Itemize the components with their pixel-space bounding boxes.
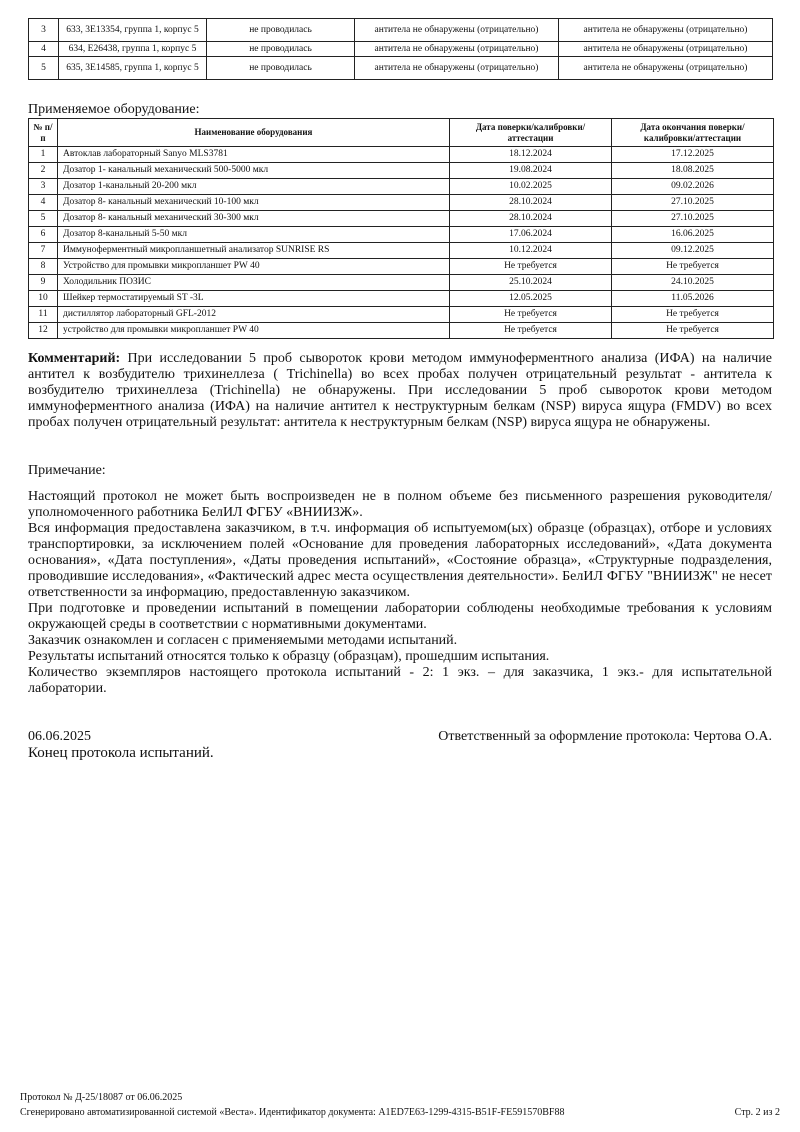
- table-row: [29, 275, 774, 291]
- sample-id: 635, 3E14585, группа 1, корпус 5: [59, 57, 207, 80]
- footer-protocol: Протокол № Д-25/18087 от 06.06.2025: [20, 1092, 183, 1103]
- equipment-name: Дозатор 8- канальный механический 30-300 мкл: [58, 211, 450, 227]
- row-number: 2: [29, 163, 58, 179]
- footer-generated: Сгенерировано автоматизированной системой «Веста». Идентификатор документа: A1ED7E63-1299-4315-B51F-FE591570BF88: [20, 1107, 565, 1118]
- row-number: 5: [29, 57, 59, 80]
- protocol-end: Конец протокола испытаний.: [28, 745, 214, 761]
- notes-block: [28, 463, 772, 697]
- table-row: [29, 57, 773, 80]
- date-end: 18.08.2025: [612, 163, 774, 179]
- date-check: 19.08.2024: [450, 163, 612, 179]
- equipment-name: Дозатор 1-канальный 20-200 мкл: [58, 179, 450, 195]
- table-row: [29, 307, 774, 323]
- equipment-name: Дозатор 1- канальный механический 500-5000 мкл: [58, 163, 450, 179]
- row-number: 10: [29, 291, 58, 307]
- table-row: [29, 195, 774, 211]
- row-number: 9: [29, 275, 58, 291]
- table-row: [29, 323, 774, 339]
- note-item: Вся информация предоставлена заказчиком, в т.ч. информация об испытуемом(ых) образце (образцах), отборе и условиях транспортировки, за исключением полей «Основание для проведения лабораторных исследований», «Дата документа основания», «Дата поступления», «Даты проведения испытаний», «Состояние образца», «Структурные подразделения, проводившие исследования», «Фактический адрес места осуществления деятельности». БелИЛ ФГБУ "ВНИИЗЖ" не несет ответственности за информацию, предоставленную заказчиком.: [28, 521, 772, 600]
- table-row: [29, 291, 774, 307]
- date-end: 24.10.2025: [612, 275, 774, 291]
- row-number: 3: [29, 19, 59, 42]
- row-number: 7: [29, 243, 58, 259]
- comment-text: При исследовании 5 проб сывороток крови методом иммуноферментного анализа (ИФА) на наличие антител к возбудителю трихинеллеза ( Trichinella) во всех пробах получен отрицательный результат - антитела к возбудителю трихинеллеза (Trichinella) не обнаружены. При исследовании 5 проб сывороток крови методом иммуноферментного анализа (ИФА) на наличие антител к неструктурным белкам (NSP) вируса ящура (FMDV) во всех пробах получен отрицательный результат: антитела к неструктурным белкам (NSP) вируса ящура не обнаружены.: [28, 351, 772, 430]
- equipment-name: Устройство для промывки микропланшет PW 40: [58, 259, 450, 275]
- result-cell: антитела не обнаружены (отрицательно): [559, 42, 773, 57]
- results-table: [28, 18, 773, 80]
- header-date-end: Дата окончания поверки/калибровки/аттестации: [612, 119, 774, 147]
- header-date-check: Дата поверки/калибровки/аттестации: [450, 119, 612, 147]
- date-check: 17.06.2024: [450, 227, 612, 243]
- table-row: [29, 19, 773, 42]
- row-number: 5: [29, 211, 58, 227]
- date-check: Не требуется: [450, 259, 612, 275]
- signature-date: 06.06.2025: [28, 729, 91, 744]
- date-check: 10.02.2025: [450, 179, 612, 195]
- table-row: [29, 243, 774, 259]
- date-check: 25.10.2024: [450, 275, 612, 291]
- date-end: 09.12.2025: [612, 243, 774, 259]
- table-row: [29, 227, 774, 243]
- equipment-name: устройство для промывки микропланшет PW 40: [58, 323, 450, 339]
- result-cell: не проводилась: [207, 42, 355, 57]
- equipment-body: [29, 147, 774, 339]
- result-cell: антитела не обнаружены (отрицательно): [355, 57, 559, 80]
- date-end: 27.10.2025: [612, 211, 774, 227]
- responsible-person: Ответственный за оформление протокола: Чертова О.А.: [438, 729, 772, 744]
- row-number: 11: [29, 307, 58, 323]
- equipment-name: Холодильник ПОЗИС: [58, 275, 450, 291]
- result-cell: антитела не обнаружены (отрицательно): [559, 19, 773, 42]
- comment-label: Комментарий:: [28, 351, 121, 366]
- equipment-name: дистиллятор лабораторный GFL-2012: [58, 307, 450, 323]
- table-row: [29, 259, 774, 275]
- row-number: 12: [29, 323, 58, 339]
- result-cell: антитела не обнаружены (отрицательно): [355, 19, 559, 42]
- result-cell: не проводилась: [207, 19, 355, 42]
- date-end: 17.12.2025: [612, 147, 774, 163]
- page-number: Стр. 2 из 2: [734, 1107, 780, 1118]
- result-cell: антитела не обнаружены (отрицательно): [559, 57, 773, 80]
- date-end: 09.02.2026: [612, 179, 774, 195]
- date-end: 11.05.2026: [612, 291, 774, 307]
- date-end: Не требуется: [612, 259, 774, 275]
- sample-id: 633, 3E13354, группа 1, корпус 5: [59, 19, 207, 42]
- row-number: 1: [29, 147, 58, 163]
- table-row: [29, 147, 774, 163]
- date-check: Не требуется: [450, 307, 612, 323]
- comment-block: [28, 351, 772, 431]
- equipment-name: Автоклав лабораторный Sanyo MLS3781: [58, 147, 450, 163]
- row-number: 4: [29, 42, 59, 57]
- equipment-table: [28, 118, 774, 339]
- table-row: [29, 179, 774, 195]
- row-number: 3: [29, 179, 58, 195]
- equipment-name: Дозатор 8-канальный 5-50 мкл: [58, 227, 450, 243]
- note-item: Заказчик ознакомлен и согласен с применяемыми методами испытаний.: [28, 633, 458, 648]
- table-row: [29, 42, 773, 57]
- notes-title: Примечание:: [28, 463, 106, 478]
- date-end: Не требуется: [612, 307, 774, 323]
- row-number: 6: [29, 227, 58, 243]
- row-number: 4: [29, 195, 58, 211]
- header-name: Наименование оборудования: [58, 119, 450, 147]
- date-check: Не требуется: [450, 323, 612, 339]
- result-cell: антитела не обнаружены (отрицательно): [355, 42, 559, 57]
- date-check: 28.10.2024: [450, 195, 612, 211]
- header-num: № п/п: [29, 119, 58, 147]
- table-row: [29, 163, 774, 179]
- equipment-name: Иммуноферментный микропланшетный анализатор SUNRISE RS: [58, 243, 450, 259]
- date-end: 16.06.2025: [612, 227, 774, 243]
- note-item: Результаты испытаний относятся только к образцу (образцам), прошедшим испытания.: [28, 649, 550, 664]
- table-row: [29, 211, 774, 227]
- result-cell: не проводилась: [207, 57, 355, 80]
- note-item: Настоящий протокол не может быть воспроизведен не в полном объеме без письменного разрешения руководителя/уполномоченного работника БелИЛ ФГБУ «ВНИИЗЖ».: [28, 489, 772, 520]
- sample-id: 634, E26438, группа 1, корпус 5: [59, 42, 207, 57]
- note-item: При подготовке и проведении испытаний в помещении лаборатории соблюдены необходимые требования к условиям окружающей среды в соответствии с нормативными документами.: [28, 601, 772, 632]
- date-check: 28.10.2024: [450, 211, 612, 227]
- date-check: 18.12.2024: [450, 147, 612, 163]
- table-header-row: [29, 119, 774, 147]
- row-number: 8: [29, 259, 58, 275]
- equipment-name: Шейкер термостатируемый ST -3L: [58, 291, 450, 307]
- date-end: Не требуется: [612, 323, 774, 339]
- date-check: 10.12.2024: [450, 243, 612, 259]
- date-end: 27.10.2025: [612, 195, 774, 211]
- equipment-name: Дозатор 8- канальный механический 10-100 мкл: [58, 195, 450, 211]
- note-item: Количество экземпляров настоящего протокола испытаний - 2: 1 экз. – для заказчика, 1 экз.- для испытательной лаборатории.: [28, 665, 772, 696]
- equipment-title: Применяемое оборудование:: [28, 102, 200, 117]
- date-check: 12.05.2025: [450, 291, 612, 307]
